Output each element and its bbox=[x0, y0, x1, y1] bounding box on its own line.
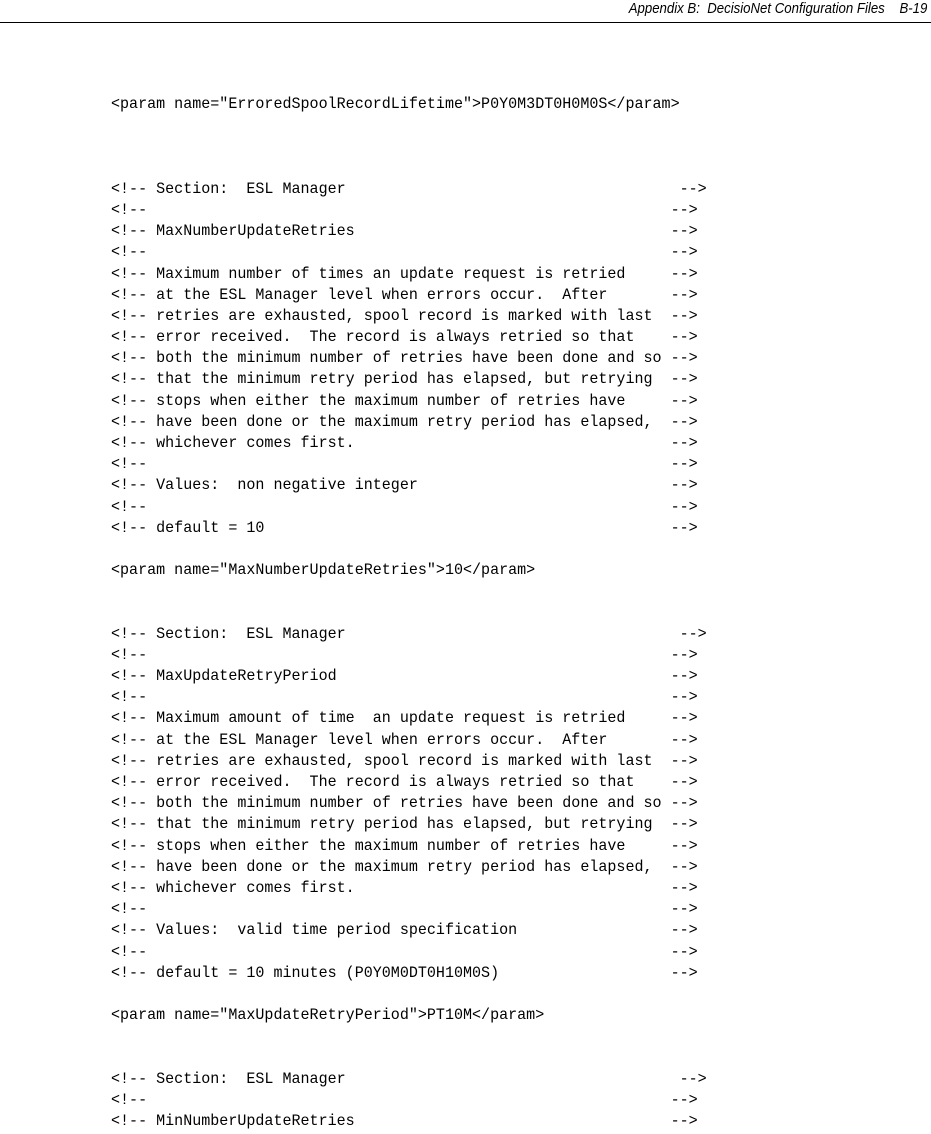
code-line bbox=[111, 1047, 707, 1068]
page-header bbox=[0, 0, 931, 23]
code-line bbox=[111, 115, 707, 136]
code-line: <!-- --> bbox=[111, 200, 698, 219]
code-line: <!-- Maximum amount of time an update request is retried --> bbox=[111, 709, 698, 728]
code-line: <!-- --> bbox=[111, 243, 698, 262]
code-line: <param name="ErroredSpoolRecordLifetime">P0Y0M3DT0H0M0S</param> bbox=[111, 95, 680, 113]
code-line: <!-- both the minimum number of retries have been done and so --> bbox=[111, 349, 698, 368]
code-line: <!-- --> bbox=[111, 942, 698, 961]
code-line: <!-- --> bbox=[111, 1090, 698, 1109]
code-line: <!-- Section: ESL Manager --> bbox=[111, 1069, 707, 1088]
code-line: <!-- --> bbox=[111, 900, 698, 919]
code-line: <!-- stops when either the maximum number of retries have --> bbox=[111, 391, 698, 410]
code-line: <!-- that the minimum retry period has elapsed, but retrying --> bbox=[111, 370, 698, 389]
code-line: <!-- retries are exhausted, spool record is marked with last --> bbox=[111, 306, 698, 325]
code-line: <!-- MaxNumberUpdateRetries --> bbox=[111, 222, 698, 241]
code-line: <!-- --> bbox=[111, 645, 698, 664]
code-line: <!-- Values: non negative integer --> bbox=[111, 476, 698, 495]
code-line bbox=[111, 984, 707, 1005]
code-listing bbox=[111, 94, 707, 1132]
code-line: <!-- whichever comes first. --> bbox=[111, 878, 698, 897]
code-line: <!-- default = 10 --> bbox=[111, 518, 698, 537]
code-line: <!-- whichever comes first. --> bbox=[111, 434, 698, 452]
code-line: <!-- retries are exhausted, spool record is marked with last --> bbox=[111, 751, 698, 770]
code-line: <param name="MaxUpdateRetryPeriod">PT10M</param> bbox=[111, 1006, 545, 1025]
code-line: <!-- --> bbox=[111, 688, 698, 707]
code-line: <!-- error received. The record is always retried so that --> bbox=[111, 773, 698, 791]
code-line: <!-- stops when either the maximum number of retries have --> bbox=[111, 836, 698, 855]
code-line: <!-- MinNumberUpdateRetries --> bbox=[111, 1112, 698, 1130]
code-line: <!-- --> bbox=[111, 455, 698, 474]
code-line: <!-- default = 10 minutes (P0Y0M0DT0H10M0S) --> bbox=[111, 963, 698, 982]
code-line bbox=[111, 1026, 707, 1047]
code-line: <!-- that the minimum retry period has elapsed, but retrying --> bbox=[111, 815, 698, 834]
running-header: Appendix B: DecisioNet Configuration Files B-19 bbox=[628, 0, 927, 17]
code-line: <!-- at the ESL Manager level when errors occur. After --> bbox=[111, 285, 698, 304]
code-line: <!-- both the minimum number of retries have been done and so --> bbox=[111, 794, 698, 813]
code-line: <!-- MaxUpdateRetryPeriod --> bbox=[111, 667, 698, 686]
code-line: <!-- have been done or the maximum retry period has elapsed, --> bbox=[111, 412, 698, 431]
code-line: <!-- Maximum number of times an update request is retried --> bbox=[111, 264, 698, 283]
code-line: <!-- at the ESL Manager level when errors occur. After --> bbox=[111, 730, 698, 749]
code-line bbox=[111, 603, 707, 624]
code-line: <!-- --> bbox=[111, 497, 698, 516]
code-line: <!-- Values: valid time period specification --> bbox=[111, 921, 698, 940]
code-line bbox=[111, 158, 707, 179]
code-line: <!-- Section: ESL Manager --> bbox=[111, 624, 707, 643]
code-line: <param name="MaxNumberUpdateRetries">10</param> bbox=[111, 561, 536, 580]
code-line: <!-- Section: ESL Manager --> bbox=[111, 179, 707, 198]
code-line: <!-- error received. The record is always retried so that --> bbox=[111, 328, 698, 347]
code-line: <!-- have been done or the maximum retry period has elapsed, --> bbox=[111, 857, 698, 876]
code-line bbox=[111, 539, 707, 560]
code-line bbox=[111, 581, 707, 602]
code-line bbox=[111, 136, 707, 157]
